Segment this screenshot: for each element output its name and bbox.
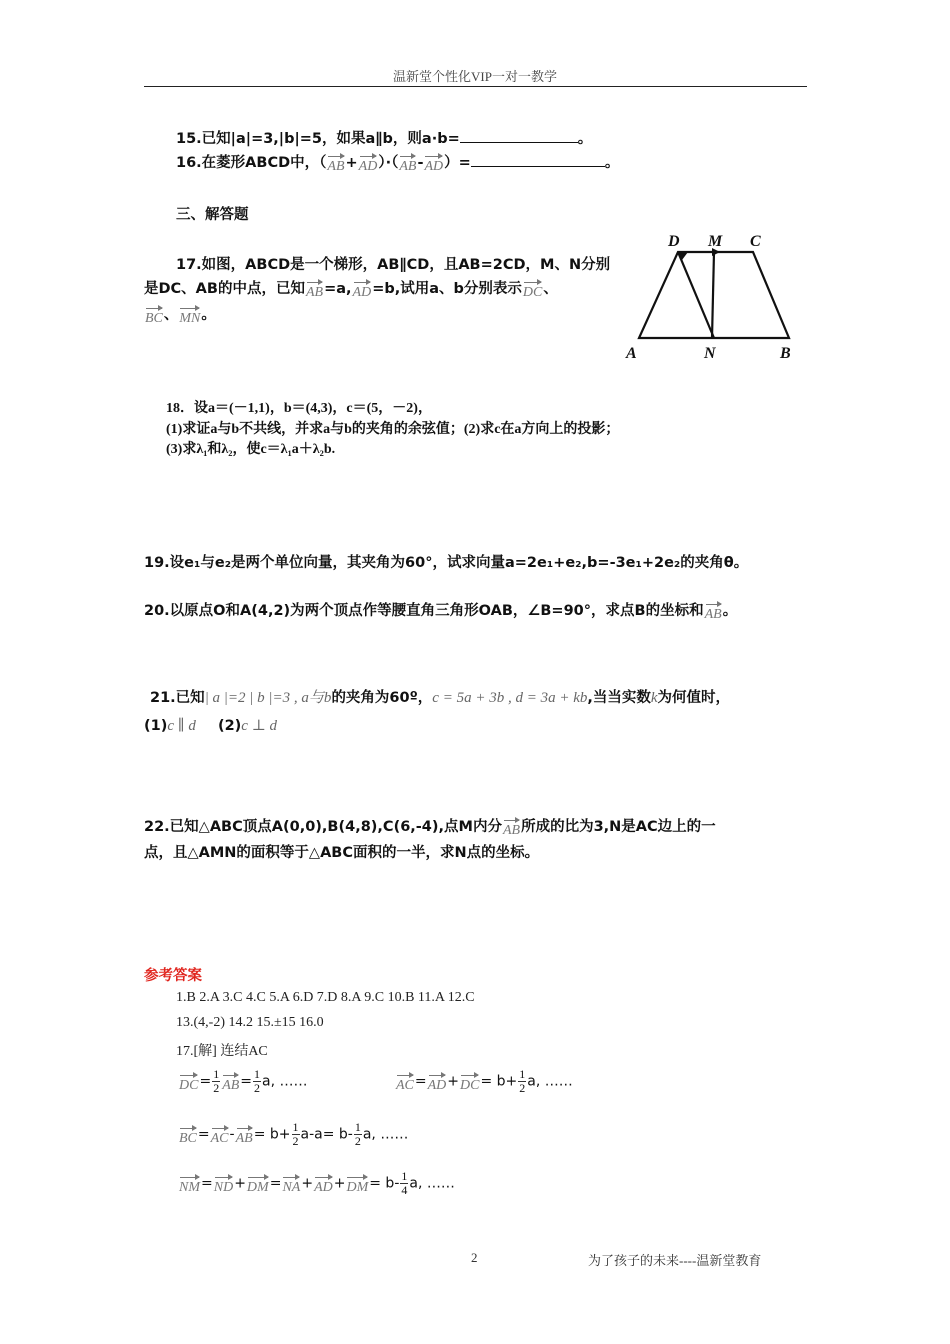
label-c: C bbox=[750, 233, 761, 250]
vector-ad: AD bbox=[424, 153, 443, 175]
trapezoid-figure bbox=[622, 228, 807, 366]
solution-eq-dc: DC= $\frac{1}{2}$ AB= $\frac{1}{2}$ a, …… bbox=[179, 1067, 308, 1095]
vector-dc: DC bbox=[523, 279, 542, 301]
vector-ab: AB bbox=[503, 817, 520, 839]
question-22-line1: 22.已知△ABC顶点A(0,0),B(4,8),C(6,-4),点M内分AB所成的比为3,N是AC边上的一 bbox=[144, 819, 716, 838]
vector-ad: AD bbox=[353, 279, 372, 301]
question-17-line3: BC、MN。 bbox=[145, 307, 216, 326]
header-divider bbox=[144, 86, 807, 87]
question-18-line3: (3)求λ₁和λ₂，使c＝λ₁a＋λ₂b. bbox=[166, 442, 336, 457]
label-d: D bbox=[668, 233, 680, 250]
segment-mn bbox=[712, 252, 714, 338]
solution-eq-bc: BC=AC-AB= b+ $\frac{1}{2}$ a-a= b- $\frac{1}{2}$ a, …… bbox=[179, 1120, 409, 1148]
answers-row-2: 13.(4,-2) 14.2 15.±15 16.0 bbox=[176, 1015, 324, 1030]
vector-bc: BC bbox=[145, 305, 163, 327]
label-a: A bbox=[626, 345, 637, 362]
solution-eq-nm: NM=ND+DM=NA+AD+DM= b- $\frac{1}{4}$ a, …… bbox=[179, 1169, 455, 1197]
question-21-line2: (1)c ∥ d (2)c ⊥ d bbox=[144, 718, 278, 734]
vector-ab: AB bbox=[327, 153, 344, 175]
footer-slogan: 为了孩子的未来----温新堂教育 bbox=[588, 1253, 762, 1268]
answers-row-3: 17.[解] 连结AC bbox=[176, 1044, 268, 1059]
question-19: 19.设e₁与e₂是两个单位向量，其夹角为60°，试求向量a=2e₁+e₂,b=-3e₁+2e₂的夹角θ。 bbox=[144, 555, 749, 571]
vector-ab: AB bbox=[705, 601, 722, 623]
vector-ab: AB bbox=[306, 279, 323, 301]
answer-blank-15 bbox=[460, 130, 578, 143]
section-title: 三、解答题 bbox=[176, 207, 249, 223]
vector-mn: MN bbox=[179, 305, 200, 327]
question-15: 15.已知|a|=3,|b|=5，如果a∥b，则a·b= 。 bbox=[176, 131, 593, 147]
question-16: 16.在菱形ABCD中，（AB+AD）·（AB-AD）= 。 bbox=[176, 155, 620, 174]
question-17-line1: 17.如图，ABCD是一个梯形，AB∥CD，且AB=2CD，M、N分别 bbox=[176, 257, 611, 273]
question-18-line1: 18．设a＝(－1,1)，b＝(4,3)，c＝(5，－2)， bbox=[166, 401, 432, 416]
question-17-line2: 是DC、AB的中点，已知AB=a,AD=b,试用a、b分别表示DC、 bbox=[144, 281, 558, 300]
answers-title: 参考答案 bbox=[144, 968, 202, 984]
solution-eq-ac: AC=AD+DC= b+ $\frac{1}{2}$ a, …… bbox=[396, 1067, 573, 1095]
question-18-line2: (1)求证a与b不共线，并求a与b的夹角的余弦值；(2)求c在a方向上的投影； bbox=[166, 422, 620, 437]
label-b: B bbox=[780, 345, 791, 362]
question-20: 20.以原点O和A(4,2)为两个顶点作等腰直角三角形OAB，∠B=90°，求点B的坐标和AB。 bbox=[144, 603, 738, 622]
vector-ad: AD bbox=[359, 153, 378, 175]
vector-ab: AB bbox=[399, 153, 416, 175]
label-m: M bbox=[708, 233, 723, 250]
answers-row-1: 1.B 2.A 3.C 4.C 5.A 6.D 7.D 8.A 9.C 10.B 11.A 12.C bbox=[176, 990, 475, 1005]
question-21-line1: 21.已知| a |=2 | b |=3 , a与b的夹角为60º，c = 5a + 3b , d = 3a + kb,当当实数k为何值时， bbox=[150, 690, 731, 706]
label-n: N bbox=[704, 345, 716, 362]
answer-blank-16 bbox=[471, 154, 605, 167]
question-22-line2: 点，且△AMN的面积等于△ABC面积的一半，求N点的坐标。 bbox=[144, 845, 540, 861]
segment-dn bbox=[678, 252, 714, 338]
page-number: 2 bbox=[471, 1250, 478, 1265]
page-header: 温新堂个性化VIP一对一教学 bbox=[393, 69, 557, 84]
